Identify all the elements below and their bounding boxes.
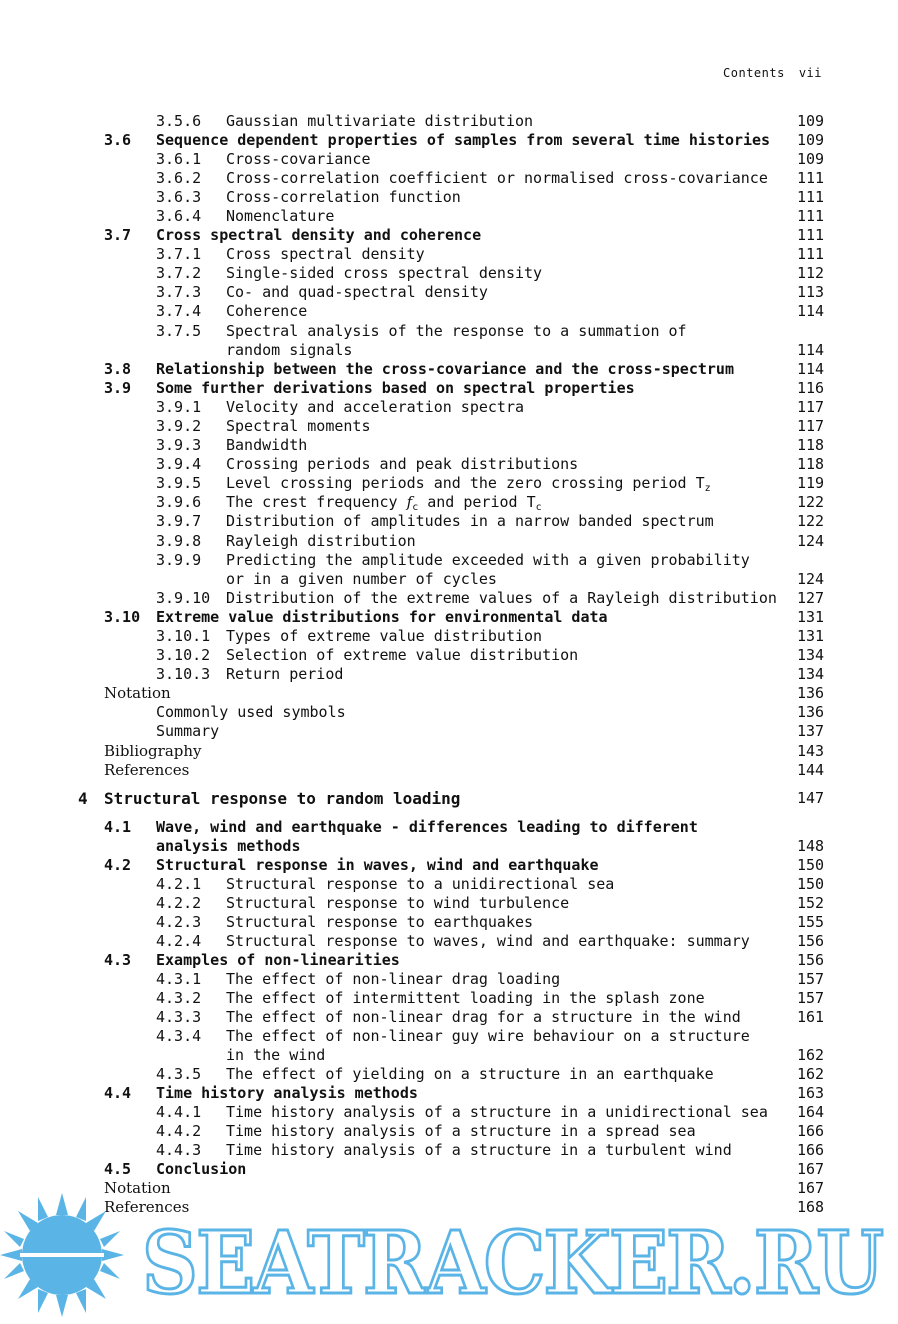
section-page: 131 — [797, 608, 825, 626]
toc-section-continuation[interactable] — [0, 837, 898, 856]
entry-number: 3.9.6 — [156, 493, 202, 511]
entry-page: 157 — [797, 989, 825, 1007]
section-number: 3.6 — [104, 131, 132, 149]
entry-page: 156 — [797, 932, 825, 950]
entry-page: 117 — [797, 417, 825, 435]
entry-title: Distribution of the extreme values of a Rayleigh distribution — [226, 589, 777, 607]
chapter-number: 4 — [78, 789, 88, 808]
entry-number: 3.9.9 — [156, 551, 202, 569]
section-page: 116 — [797, 379, 825, 397]
entry-number: 3.7.5 — [156, 322, 202, 340]
entry-number: 3.5.6 — [156, 112, 202, 130]
entry-number: 3.9.5 — [156, 474, 202, 492]
entry-number: 3.9.8 — [156, 532, 202, 550]
section-title: Some further derivations based on spectral properties — [156, 379, 635, 397]
entry-title: Notation — [104, 684, 171, 702]
section-title: Sequence dependent properties of samples from several time histories — [156, 131, 771, 149]
section-page: 148 — [797, 837, 825, 855]
entry-page: 109 — [797, 150, 825, 168]
entry-number: 3.10.1 — [156, 627, 211, 645]
entry-title-text: Level crossing periods and the zero crossing period T — [226, 474, 705, 492]
entry-page: 118 — [797, 436, 825, 454]
running-header-label: Contents — [723, 66, 785, 80]
entry-title: Structural response to wind turbulence — [226, 894, 570, 912]
entry-page: 166 — [797, 1122, 825, 1140]
toc-entry[interactable] — [0, 913, 898, 932]
entry-number: 4.2.2 — [156, 894, 202, 912]
entry-number: 3.6.3 — [156, 188, 202, 206]
entry-page: 131 — [797, 627, 825, 645]
toc-entry[interactable] — [0, 169, 898, 188]
entry-number: 3.9.7 — [156, 512, 202, 530]
toc-entry[interactable] — [0, 322, 898, 341]
section-page: 167 — [797, 1160, 825, 1178]
toc-entry[interactable] — [0, 875, 898, 894]
toc-entry[interactable] — [0, 532, 898, 551]
toc-chapter[interactable] — [0, 789, 898, 808]
section-title: Time history analysis methods — [156, 1084, 418, 1102]
section-title: Conclusion — [156, 1160, 247, 1178]
entry-page: 136 — [797, 684, 825, 702]
entry-title: Velocity and acceleration spectra — [226, 398, 525, 416]
toc-entry[interactable] — [0, 646, 898, 665]
entry-title-text-2: and period T — [418, 493, 536, 511]
entry-title: in the wind — [226, 1046, 326, 1064]
entry-title: Spectral moments — [226, 417, 371, 435]
entry-title: Spectral analysis of the response to a summation of — [226, 322, 687, 340]
entry-title: Bandwidth — [226, 436, 308, 454]
toc-section[interactable] — [0, 1160, 898, 1179]
toc-entry[interactable] — [0, 627, 898, 646]
toc-entry[interactable] — [0, 932, 898, 951]
running-header-page: vii — [798, 66, 822, 80]
section-number: 3.7 — [104, 226, 132, 244]
entry-page: 122 — [797, 493, 825, 511]
toc-backmatter[interactable] — [0, 761, 898, 780]
entry-page: 122 — [797, 512, 825, 530]
toc-section[interactable] — [0, 226, 898, 245]
section-page: 163 — [797, 1084, 825, 1102]
entry-page: 167 — [797, 1179, 825, 1197]
entry-page: 113 — [797, 283, 825, 301]
entry-page: 143 — [797, 742, 825, 760]
entry-title: Time history analysis of a structure in a spread sea — [226, 1122, 696, 1140]
entry-title: Co- and quad-spectral density — [226, 283, 488, 301]
entry-page: 134 — [797, 665, 825, 683]
entry-page: 168 — [797, 1198, 825, 1216]
section-title: Examples of non-linearities — [156, 951, 400, 969]
entry-page: 111 — [797, 207, 825, 225]
section-title: Cross spectral density and coherence — [156, 226, 482, 244]
sun-logo-icon — [0, 1193, 124, 1317]
toc-section[interactable] — [0, 608, 898, 627]
entry-number: 3.9.2 — [156, 417, 202, 435]
watermark — [0, 1185, 898, 1324]
subscript-c-2: c — [535, 502, 542, 513]
section-number: 4.5 — [104, 1160, 132, 1178]
toc-section[interactable] — [0, 379, 898, 398]
entry-title: Distribution of amplitudes in a narrow banded spectrum — [226, 512, 714, 530]
entry-page: 161 — [797, 1008, 825, 1026]
section-number: 4.4 — [104, 1084, 132, 1102]
toc-entry[interactable] — [0, 455, 898, 474]
toc-backmatter[interactable] — [0, 703, 898, 722]
entry-page: 118 — [797, 455, 825, 473]
entry-number: 4.2.4 — [156, 932, 202, 950]
variable-f: f — [406, 493, 413, 511]
section-page: 111 — [797, 226, 825, 244]
entry-title: Structural response to earthquakes — [226, 913, 534, 931]
toc-entry[interactable] — [0, 493, 898, 512]
toc-section[interactable] — [0, 131, 898, 150]
entry-title: random signals — [226, 341, 353, 359]
entry-number: 3.9.3 — [156, 436, 202, 454]
entry-page: 144 — [797, 761, 825, 779]
toc-section[interactable] — [0, 856, 898, 875]
chapter-page: 147 — [797, 789, 825, 807]
entry-page: 162 — [797, 1065, 825, 1083]
toc-entry[interactable] — [0, 245, 898, 264]
toc-section[interactable] — [0, 951, 898, 970]
entry-number: 4.3.5 — [156, 1065, 202, 1083]
entry-page: 152 — [797, 894, 825, 912]
entry-number: 4.3.1 — [156, 970, 202, 988]
section-page: 156 — [797, 951, 825, 969]
entry-number: 3.7.3 — [156, 283, 202, 301]
toc-entry[interactable] — [0, 436, 898, 455]
entry-number: 3.6.4 — [156, 207, 202, 225]
section-title: Structural response in waves, wind and earthquake — [156, 856, 599, 874]
entry-number: 3.10.3 — [156, 665, 211, 683]
running-header — [709, 66, 822, 80]
entry-title: The effect of intermittent loading in the splash zone — [226, 989, 705, 1007]
section-number: 4.3 — [104, 951, 132, 969]
entry-title: or in a given number of cycles — [226, 570, 497, 588]
entry-page: 119 — [797, 474, 825, 492]
entry-title: Bibliography — [104, 742, 202, 760]
entry-title-text: The crest frequency — [226, 493, 407, 511]
section-page: 150 — [797, 856, 825, 874]
entry-page: 162 — [797, 1046, 825, 1064]
toc-backmatter[interactable] — [0, 684, 898, 703]
toc-backmatter[interactable] — [0, 722, 898, 741]
toc-section[interactable] — [0, 1084, 898, 1103]
toc-entry[interactable] — [0, 989, 898, 1008]
entry-number: 3.9.10 — [156, 589, 211, 607]
section-number: 3.9 — [104, 379, 132, 397]
toc-entry[interactable] — [0, 589, 898, 608]
entry-page: 127 — [797, 589, 825, 607]
toc-section[interactable] — [0, 360, 898, 379]
entry-title: Cross-correlation coefficient or normalised cross-covariance — [226, 169, 768, 187]
toc-entry[interactable] — [0, 665, 898, 684]
entry-page: 134 — [797, 646, 825, 664]
entry-page: 124 — [797, 532, 825, 550]
toc-entry[interactable] — [0, 474, 898, 493]
entry-page: 166 — [797, 1141, 825, 1159]
toc-entry[interactable] — [0, 188, 898, 207]
section-page: 114 — [797, 360, 825, 378]
toc-entry[interactable] — [0, 1141, 898, 1160]
entry-title: Cross-correlation function — [226, 188, 461, 206]
entry-title: Single-sided cross spectral density — [226, 264, 543, 282]
entry-page: 136 — [797, 703, 825, 721]
entry-number: 3.9.1 — [156, 398, 202, 416]
entry-number: 3.6.1 — [156, 150, 202, 168]
toc-entry[interactable] — [0, 1008, 898, 1027]
entry-number: 3.9.4 — [156, 455, 202, 473]
entry-number: 3.6.2 — [156, 169, 202, 187]
entry-title: Selection of extreme value distribution — [226, 646, 579, 664]
entry-number: 3.7.4 — [156, 302, 202, 320]
entry-page: 109 — [797, 112, 825, 130]
toc-entry[interactable] — [0, 1122, 898, 1141]
toc-entry-continuation[interactable] — [0, 1046, 898, 1065]
toc-entry-continuation[interactable] — [0, 570, 898, 589]
entry-title: Commonly used symbols — [156, 703, 346, 721]
section-number: 4.1 — [104, 818, 132, 836]
toc-entry[interactable] — [0, 551, 898, 570]
toc-entry[interactable] — [0, 970, 898, 989]
subscript-z: z — [704, 483, 711, 494]
entry-title: References — [104, 761, 190, 779]
entry-title: References — [104, 1198, 190, 1216]
entry-page: 157 — [797, 970, 825, 988]
entry-page: 150 — [797, 875, 825, 893]
toc-entry[interactable] — [0, 512, 898, 531]
section-title: Relationship between the cross-covariance and the cross-spectrum — [156, 360, 734, 378]
entry-title: Gaussian multivariate distribution — [226, 112, 534, 130]
entry-title: Time history analysis of a structure in a turbulent wind — [226, 1141, 732, 1159]
entry-title: Summary — [156, 722, 220, 740]
entry-title: The effect of non-linear guy wire behaviour on a structure — [226, 1027, 750, 1045]
entry-title: The effect of non-linear drag for a structure in the wind — [226, 1008, 741, 1026]
toc-entry-continuation[interactable] — [0, 341, 898, 360]
entry-page: 155 — [797, 913, 825, 931]
entry-title: Structural response to a unidirectional sea — [226, 875, 615, 893]
entry-number: 4.4.1 — [156, 1103, 202, 1121]
toc-entry[interactable] — [0, 283, 898, 302]
toc-entry[interactable] — [0, 417, 898, 436]
section-title: Extreme value distributions for environmental data — [156, 608, 608, 626]
entry-title: Return period — [226, 665, 344, 683]
section-number: 3.10 — [104, 608, 141, 626]
entry-number: 4.2.1 — [156, 875, 202, 893]
toc-entry[interactable] — [0, 112, 898, 131]
toc-entry[interactable] — [0, 398, 898, 417]
toc-entry[interactable] — [0, 1065, 898, 1084]
entry-title: Crossing periods and peak distributions — [226, 455, 579, 473]
section-title: Wave, wind and earthquake - differences leading to different — [156, 818, 698, 836]
entry-title: Nomenclature — [226, 207, 335, 225]
toc-entry[interactable] — [0, 894, 898, 913]
toc-entry[interactable] — [0, 1027, 898, 1046]
entry-page: 111 — [797, 169, 825, 187]
entry-number: 4.2.3 — [156, 913, 202, 931]
entry-number: 3.10.2 — [156, 646, 211, 664]
toc-entry[interactable] — [0, 207, 898, 226]
watermark-text: SEATRACKER.RU — [142, 1213, 883, 1314]
entry-page: 112 — [797, 264, 825, 282]
section-title: analysis methods — [156, 837, 301, 855]
entry-title: Coherence — [226, 302, 308, 320]
entry-page: 137 — [797, 722, 825, 740]
entry-title: Predicting the amplitude exceeded with a given probability — [226, 551, 750, 569]
entry-page: 114 — [797, 302, 825, 320]
chapter-title: Structural response to random loading — [104, 789, 461, 808]
toc-entry[interactable] — [0, 302, 898, 321]
entry-number: 4.3.4 — [156, 1027, 202, 1045]
entry-title: Rayleigh distribution — [226, 532, 416, 550]
entry-title: Notation — [104, 1179, 171, 1197]
section-number: 3.8 — [104, 360, 132, 378]
entry-number: 4.4.2 — [156, 1122, 202, 1140]
subscript-c: c — [412, 502, 419, 513]
entry-title: Time history analysis of a structure in a unidirectional sea — [226, 1103, 768, 1121]
toc-entry[interactable] — [0, 264, 898, 283]
entry-title: Types of extreme value distribution — [226, 627, 543, 645]
section-number: 4.2 — [104, 856, 132, 874]
toc-entry[interactable] — [0, 1103, 898, 1122]
toc-section[interactable] — [0, 818, 898, 837]
entry-page: 117 — [797, 398, 825, 416]
entry-number: 4.4.3 — [156, 1141, 202, 1159]
entry-number: 3.7.1 — [156, 245, 202, 263]
entry-title: Cross spectral density — [226, 245, 425, 263]
section-page: 109 — [797, 131, 825, 149]
entry-title: The effect of yielding on a structure in an earthquake — [226, 1065, 714, 1083]
entry-number: 4.3.2 — [156, 989, 202, 1007]
entry-title: Cross-covariance — [226, 150, 371, 168]
entry-page: 124 — [797, 570, 825, 588]
entry-title: The effect of non-linear drag loading — [226, 970, 561, 988]
entry-page: 111 — [797, 245, 825, 263]
toc-entry[interactable] — [0, 150, 898, 169]
entry-page: 164 — [797, 1103, 825, 1121]
entry-title: Structural response to waves, wind and earthquake: summary — [226, 932, 750, 950]
entry-number: 4.3.3 — [156, 1008, 202, 1026]
entry-number: 3.7.2 — [156, 264, 202, 282]
entry-page: 114 — [797, 341, 825, 359]
toc-backmatter[interactable] — [0, 742, 898, 761]
entry-page: 111 — [797, 188, 825, 206]
